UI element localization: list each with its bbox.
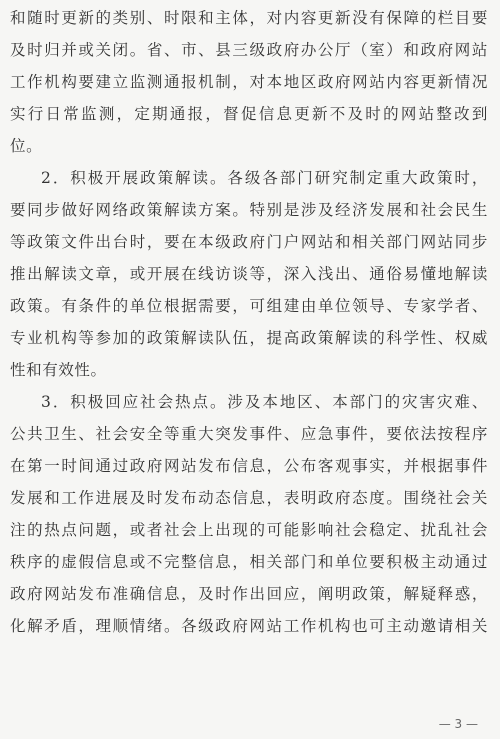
text-line-10: 政策。有条件的单位根据需要，可组建由单位领导、专家学者、 <box>10 297 488 315</box>
text-line-16: 发展和工作进展及时发布动态信息，表明政府态度。围绕社会关 <box>10 489 488 507</box>
text-line-7: 要同步做好网络政策解读方案。特别是涉及经济发展和社会民生 <box>10 201 488 219</box>
text-line-5: 位。 <box>10 137 43 155</box>
page-number: — 3 — <box>438 717 478 731</box>
text-line-6: 2．积极开展政策解读。各级各部门研究制定重大政策时， <box>41 169 488 187</box>
text-line-20: 化解矛盾，理顺情绪。各级政府网站工作机构也可主动邀请相关 <box>10 617 488 635</box>
text-line-3: 工作机构要建立监测通报机制，对本地区政府网站内容更新情况 <box>10 73 488 91</box>
text-line-18: 秩序的虚假信息或不完整信息，相关部门和单位要积极主动通过 <box>10 553 488 571</box>
text-line-1: 和随时更新的类别、时限和主体，对内容更新没有保障的栏目要 <box>10 9 488 27</box>
text-line-15: 在第一时间通过政府网站发布信息，公布客观事实，并根据事件 <box>10 457 488 475</box>
text-line-17: 注的热点问题，或者社会上出现的可能影响社会稳定、扰乱社会 <box>10 521 488 539</box>
text-line-12: 性和有效性。 <box>10 361 107 379</box>
text-line-14: 公共卫生、社会安全等重大突发事件、应急事件，要依法按程序 <box>10 425 488 443</box>
text-line-4: 实行日常监测，定期通报，督促信息更新不及时的网站整改到 <box>10 105 488 123</box>
text-line-13: 3．积极回应社会热点。涉及本地区、本部门的灾害灾难、 <box>41 393 488 411</box>
text-line-11: 专业机构等参加的政策解读队伍，提高政策解读的科学性、权威 <box>10 329 488 347</box>
text-line-19: 政府网站发布准确信息，及时作出回应，阐明政策，解疑释惑， <box>10 585 488 603</box>
text-line-8: 等政策文件出台时，要在本级政府门户网站和相关部门网站同步 <box>10 233 488 251</box>
text-line-9: 推出解读文章，或开展在线访谈等，深入浅出、通俗易懂地解读 <box>10 265 488 283</box>
text-line-2: 及时归并或关闭。省、市、县三级政府办公厅（室）和政府网站 <box>10 41 488 59</box>
